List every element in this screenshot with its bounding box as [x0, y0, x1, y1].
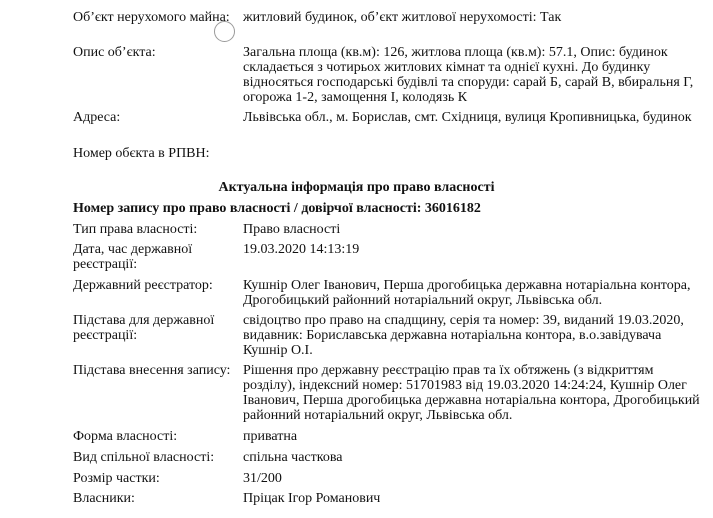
registrar-value: Кушнір Олег Іванович, Перша дрогобицька державна нотаріальна контора, Дрогобицький районний нотаріальний округ, Львівська обл.	[243, 278, 691, 308]
address-value: Львівська обл., м. Борислав, смт. Східниця, вулиця Кропивницька, будинок	[243, 110, 692, 125]
record-basis-label: Підстава внесення запису:	[73, 363, 231, 378]
joint-ownership-type-label: Вид спільної власності:	[73, 450, 215, 465]
object-type-label: Об’єкт нерухомого майна:	[73, 10, 230, 25]
share-size-value: 31/200	[243, 471, 282, 486]
ownership-section-title: Актуальна інформація про право власності	[218, 180, 495, 195]
ownership-type-value: Право власності	[243, 222, 341, 237]
ownership-type-label: Тип права власності:	[73, 222, 198, 237]
registration-basis-value: свідоцтво про право на спадщину, серія та номер: 39, виданий 19.03.2020, видавник: Бориславська державна нотаріальна контора, в.о.завідувача Кушнір О.І.	[243, 313, 684, 358]
registrar-label: Державний реєстратор:	[73, 278, 213, 293]
registration-basis-label: Підстава для державної реєстрації:	[73, 313, 215, 343]
ownership-form-label: Форма власності:	[73, 429, 178, 444]
object-description-label: Опис об’єкта:	[73, 45, 156, 60]
owners-label: Власники:	[73, 491, 135, 506]
owners-value: Пріцак Ігор Романович	[243, 491, 381, 506]
registration-date-value: 19.03.2020 14:13:19	[243, 242, 360, 257]
share-size-label: Розмір частки:	[73, 471, 160, 486]
object-description-value: Загальна площа (кв.м): 126, житлова площа (кв.м): 57.1, Опис: будинок складається з чотирьох житлових кімнат та однієї кухні. До будинку відносяться господарські будівлі та споруди: сарай Б, сарай В, вбиральня Г, огорожа 1-2, замощення І, колодязь К	[243, 45, 694, 105]
object-type-value: житловий будинок, об’єкт житлової нерухомості: Так	[243, 10, 562, 25]
joint-ownership-type-value: спільна часткова	[243, 450, 343, 465]
registration-date-label: Дата, час державної реєстрації:	[73, 242, 193, 272]
rpvn-label: Номер обєкта в РПВН:	[73, 146, 210, 161]
record-basis-value: Рішення про державну реєстрацію прав та їх обтяжень (з відкриттям розділу), індексний номер: 51701983 від 19.03.2020 14:24:24, Кушнір Олег Іванович, Перша дрогобицька державна нотаріальна контора, Дрогобицький районний нотаріальний округ, Львівська обл.	[243, 363, 700, 423]
ownership-form-value: приватна	[243, 429, 298, 444]
address-label: Адреса:	[73, 110, 121, 125]
ownership-record-header: Номер запису про право власності / довірчої власності: 36016182	[73, 201, 481, 216]
